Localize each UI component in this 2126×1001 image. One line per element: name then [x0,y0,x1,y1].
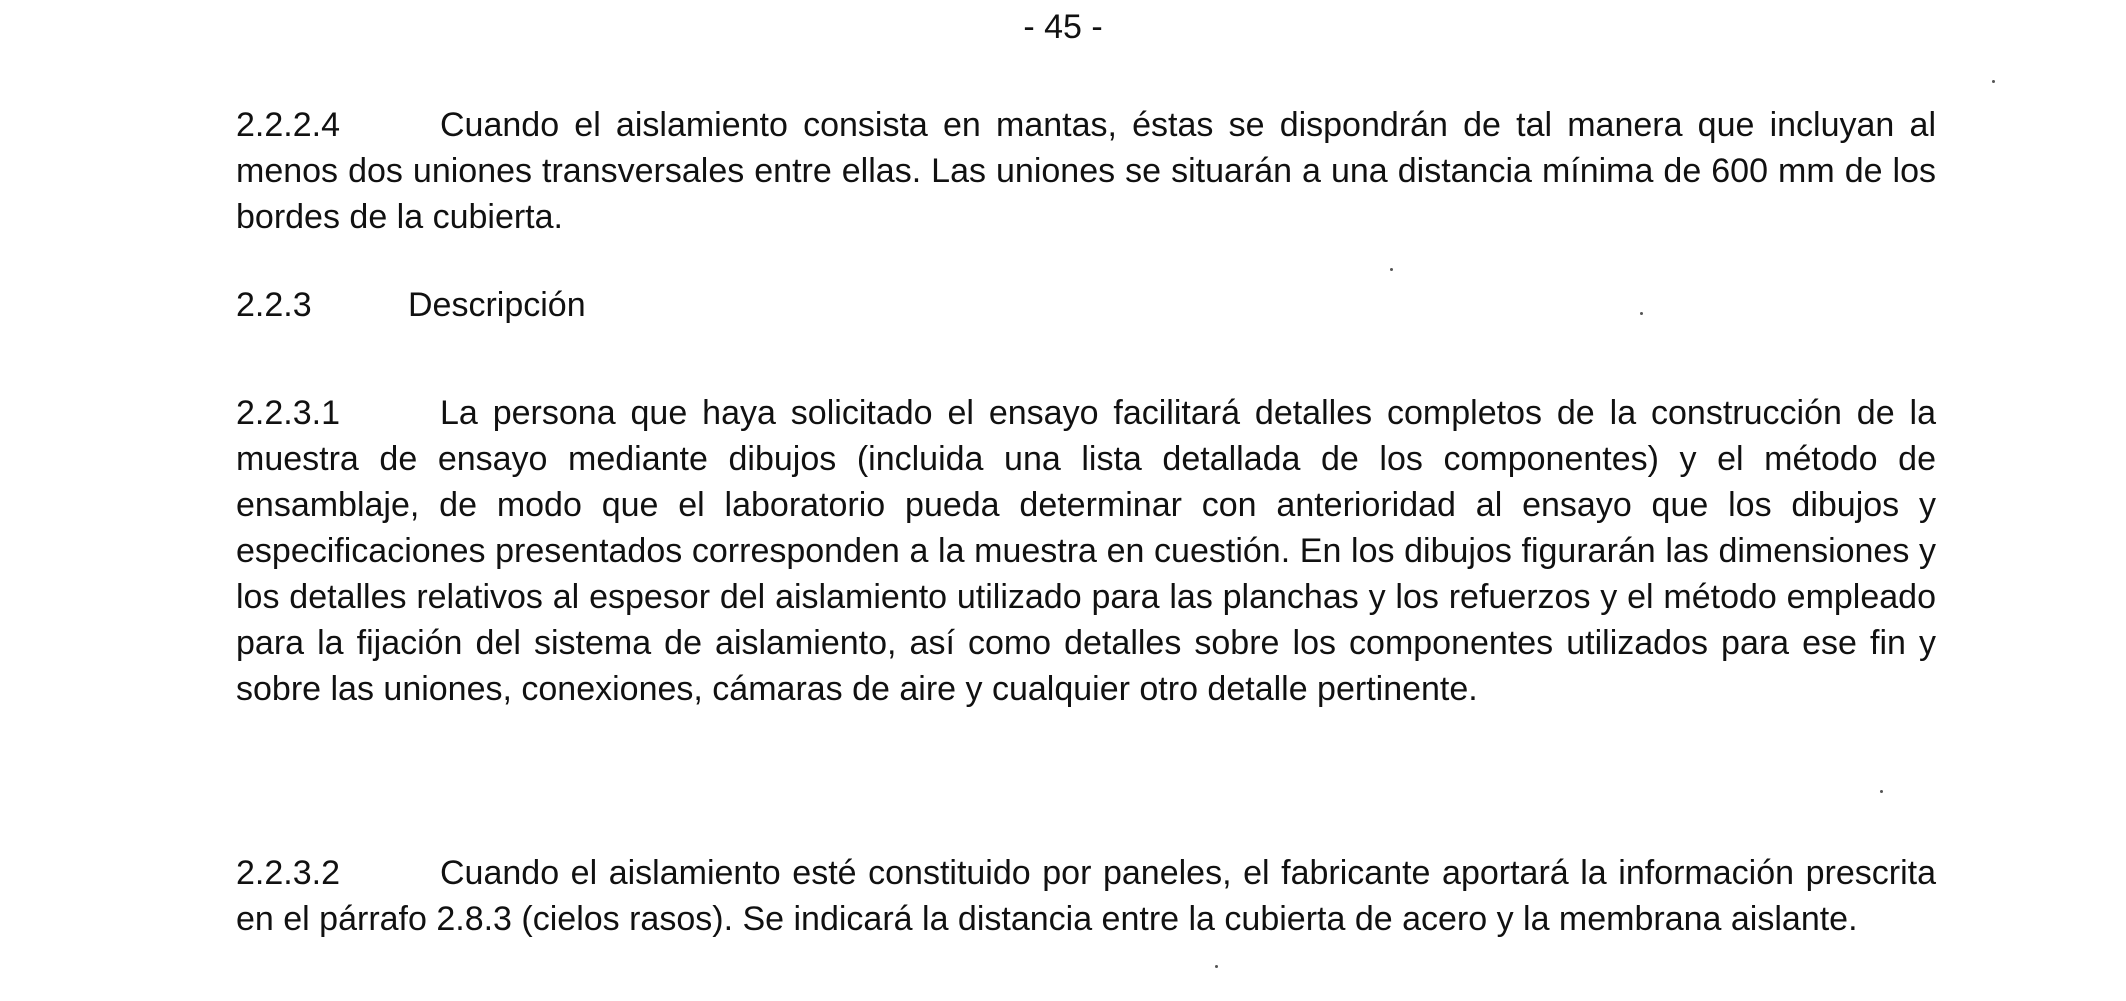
paragraph-text: Cuando el aislamiento consista en mantas, éstas se dispondrán de tal manera que incluyan al menos dos uniones transversales entre ellas. Las uniones se situarán a una distancia mínima de 600 mm de los bordes de la cubierta. [236,106,1936,236]
paragraph-text: La persona que haya solicitado el ensayo facilitará detalles completos de la construcción de la muestra de ensayo mediante dibujos (incluida una lista detallada de los componentes) y el método de ensamblaje, de modo que el laboratorio pueda determinar con anterioridad al ensayo que los dibujos y especificaciones presentados corresponden a la muestra en cuestión. En los dibujos figurarán las dimensiones y los detalles relativos al espesor del aislamiento utilizado para las planchas y los refuerzos y el método empleado para la fijación del sistema de aislamiento, así como detalles sobre los componentes utilizados para ese fin y sobre las uniones, conexiones, cámaras de aire y cualquier otro detalle pertinente. [236,394,1936,708]
section-heading-2-2-3 [236,282,1936,328]
paragraph-number: 2.2.2.4 [236,106,340,144]
paragraph-2-2-3-2 [236,850,1936,942]
paragraph-text: Cuando el aislamiento esté constituido por paneles, el fabricante aportará la información prescrita en el párrafo 2.8.3 (cielos rasos). Se indicará la distancia entre la cubierta de acero y la membrana aislante. [236,854,1936,938]
paragraph-number: 2.2.3.1 [236,394,340,432]
scan-speck [1640,312,1643,315]
page-number: - 45 - [1023,8,1103,46]
paragraph-number: 2.2.3.2 [236,854,340,892]
scan-speck [1390,268,1393,271]
section-number: 2.2.3 [236,286,312,324]
scan-speck [1880,790,1883,793]
paragraph-2-2-3-1 [236,390,1936,712]
section-title: Descripción [408,286,586,324]
scan-speck [1215,965,1218,968]
scan-speck [1992,80,1995,83]
paragraph-2-2-2-4 [236,102,1936,240]
